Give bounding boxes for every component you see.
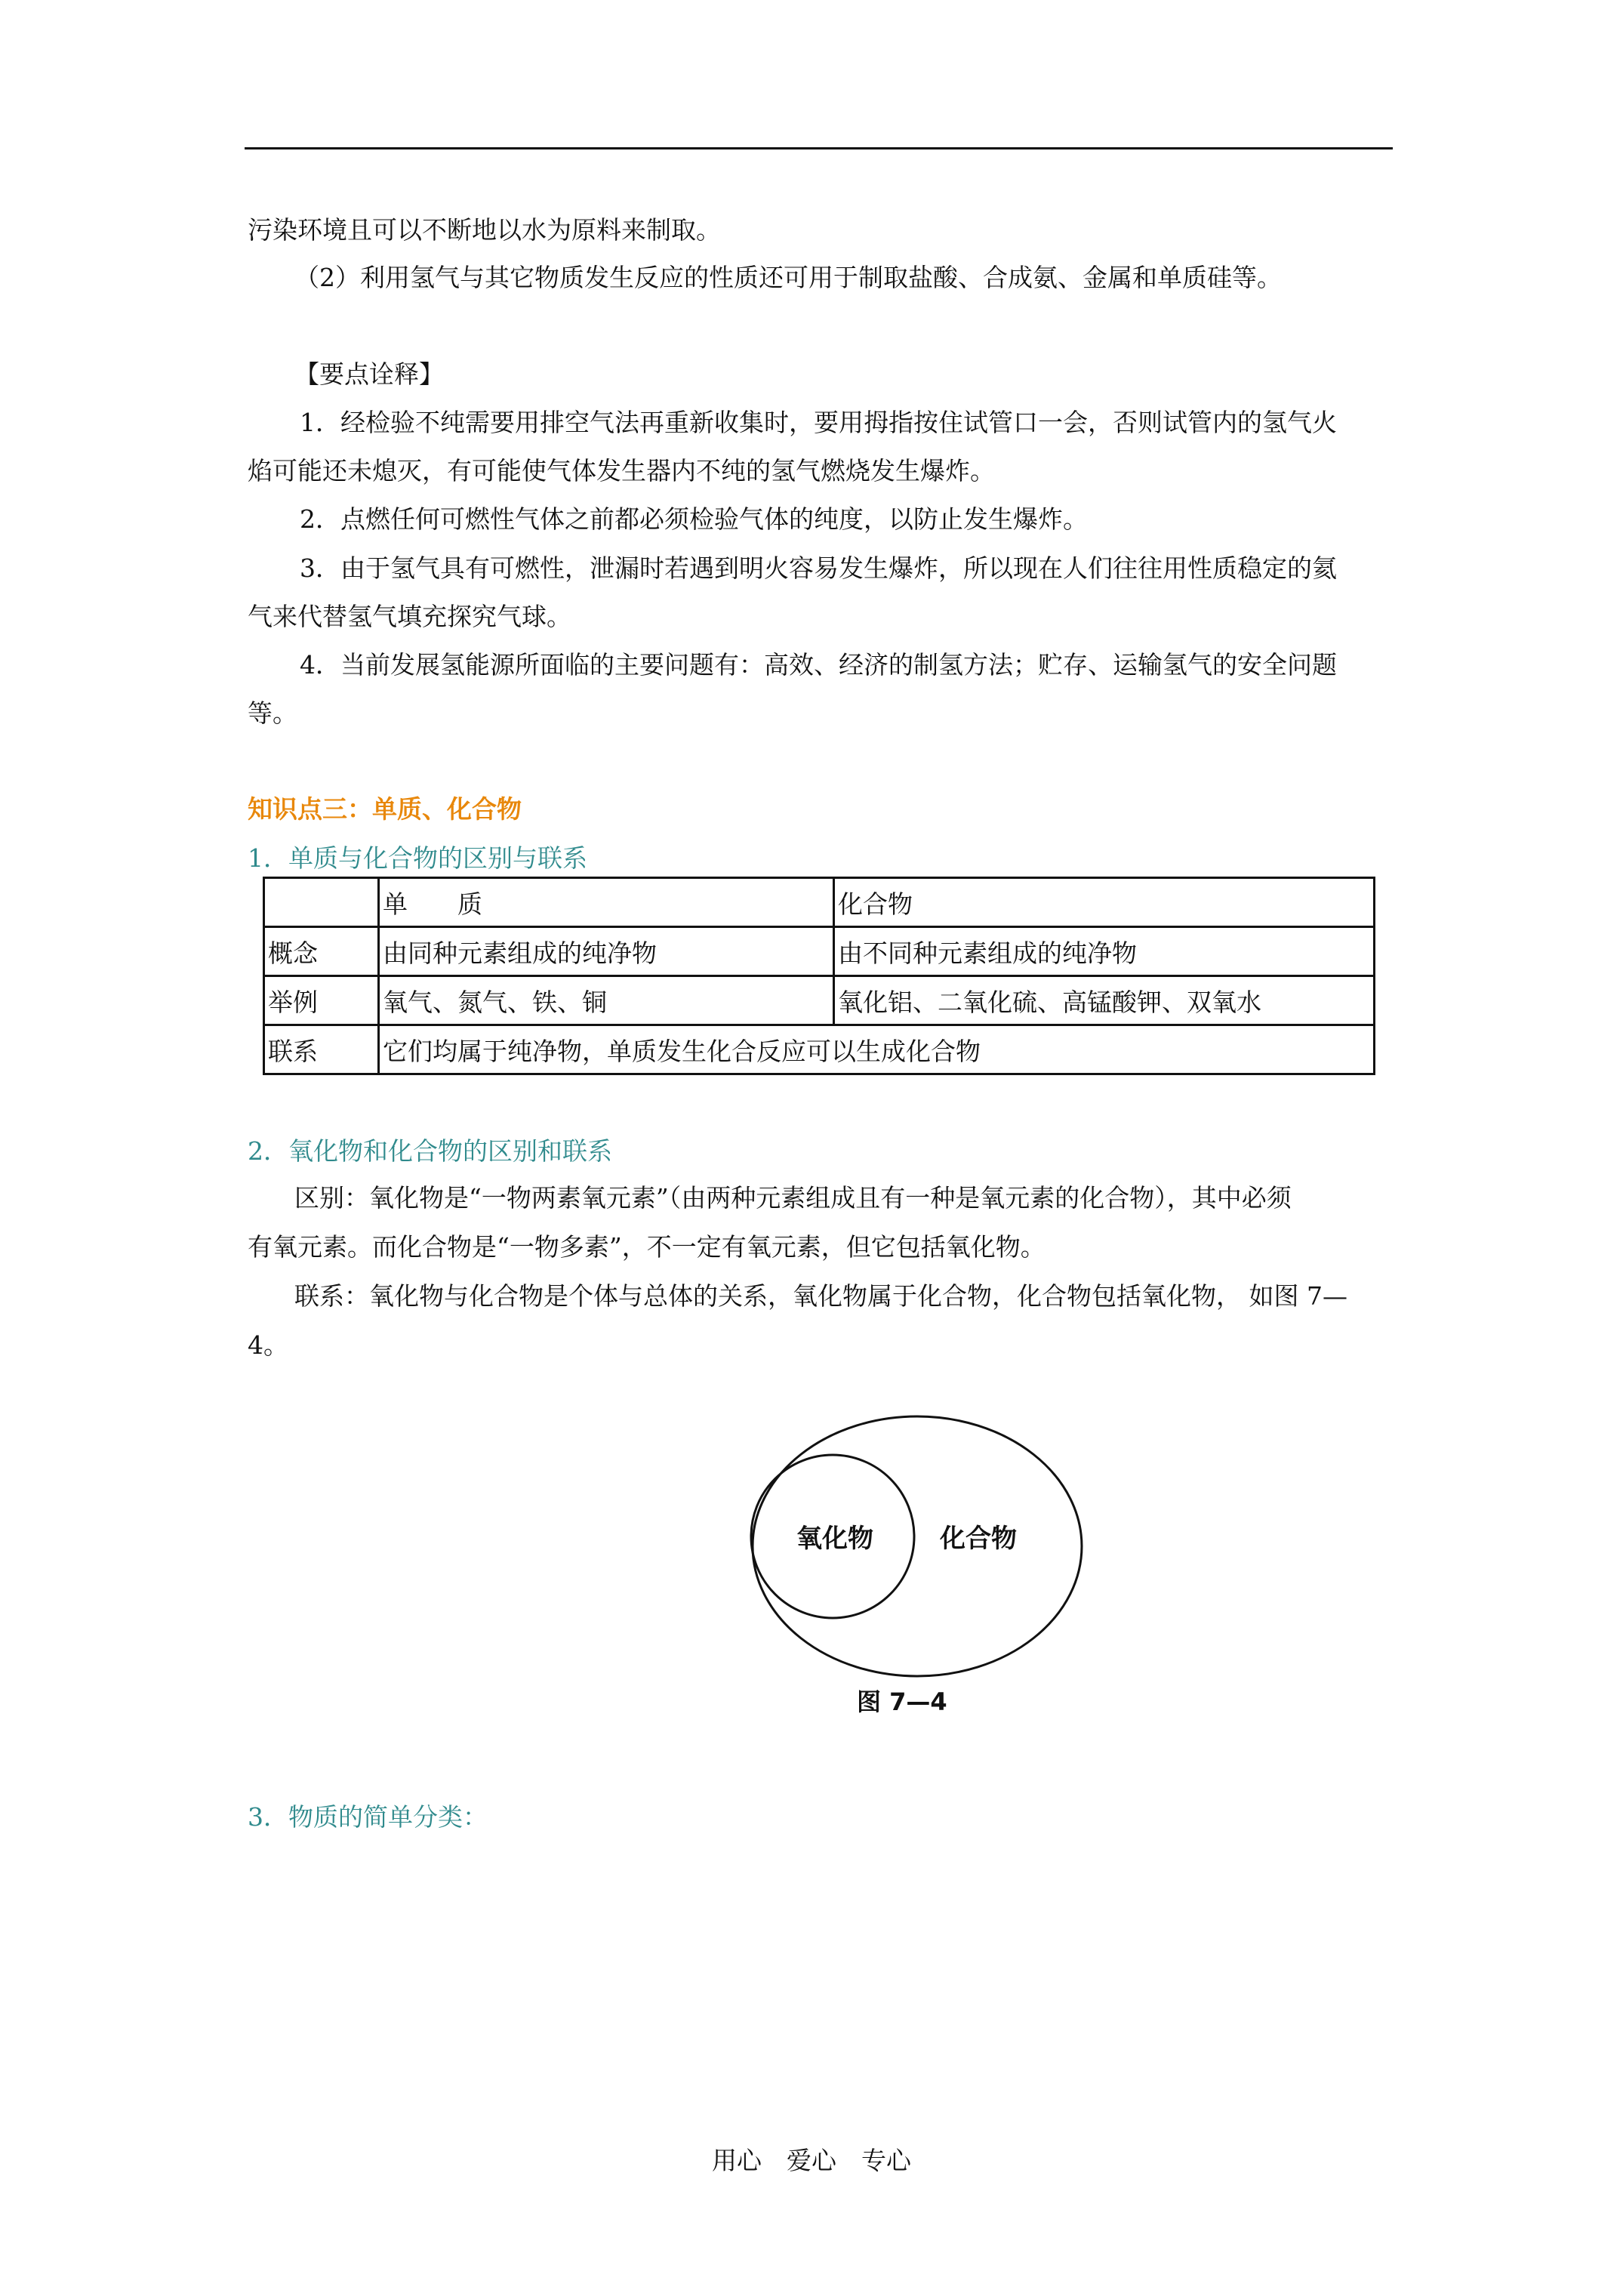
table-cell	[264, 878, 379, 927]
key-point-2: 2．点燃任何可燃性气体之前都必须检验气体的纯度，以防止发生爆炸。	[300, 504, 1088, 534]
difference-line-1: 区别：氧化物是“一物两素氧元素”（由两种元素组成且有一种是氧元素的化合物），其中必须	[294, 1183, 1292, 1213]
oxide-label: 氧化物	[796, 1524, 873, 1554]
relation-line-2: 4。	[248, 1330, 288, 1360]
table-row	[264, 1025, 1375, 1074]
table-cell: 化合物	[834, 878, 1375, 927]
intro-line-2: （2）利用氢气与其它物质发生反应的性质还可用于制取盐酸、合成氨、金属和单质硅等。	[294, 263, 1282, 292]
intro-line-1: 污染环境且可以不断地以水为原料来制取。	[248, 215, 721, 245]
table-cell: 氧化铝、二氧化硫、高锰酸钾、双氧水	[834, 976, 1375, 1025]
key-point-3-line-2: 气来代替氢气填充探究气球。	[248, 602, 571, 631]
key-point-3-line-1: 3．由于氢气具有可燃性，泄漏时若遇到明火容易发生爆炸，所以现在人们往往用性质稳定的氦	[300, 553, 1337, 583]
venn-diagram	[710, 1401, 1087, 1718]
table-row	[264, 976, 1375, 1025]
page-footer: 用心 爱心 专心	[712, 2146, 911, 2175]
section-heading: 知识点三：单质、化合物	[248, 794, 522, 824]
table-cell: 概念	[264, 927, 379, 976]
figure-caption: 图 7—4	[857, 1687, 947, 1716]
subsection-heading-3: 3．物质的简单分类：	[248, 1802, 488, 1832]
table-cell: 氧气、氮气、铁、铜	[379, 976, 834, 1025]
key-points-title: 【要点诠释】	[294, 359, 444, 389]
subsection-heading-1: 1．单质与化合物的区别与联系	[248, 843, 587, 873]
table-cell: 举例	[264, 976, 379, 1025]
key-point-4-line-2: 等。	[248, 698, 297, 728]
table-cell: 单 质	[379, 878, 834, 927]
difference-line-2: 有氧元素。而化合物是“一物多素”，不一定有氧元素，但它包括氧化物。	[248, 1232, 1046, 1262]
relation-line-1: 联系：氧化物与化合物是个体与总体的关系，氧化物属于化合物，化合物包括氧化物， 如图 7—	[294, 1281, 1347, 1311]
header-rule	[245, 147, 1393, 149]
key-point-1-line-1: 1．经检验不纯需要用排空气法再重新收集时，要用拇指按住试管口一会，否则试管内的氢气火	[300, 408, 1337, 437]
table-cell: 它们均属于纯净物，单质发生化合反应可以生成化合物	[379, 1025, 1375, 1074]
table-cell: 由不同种元素组成的纯净物	[834, 927, 1375, 976]
comparison-table	[263, 877, 1375, 1075]
table-cell: 由同种元素组成的纯净物	[379, 927, 834, 976]
compound-label: 化合物	[940, 1524, 1017, 1554]
subsection-heading-2: 2．氧化物和化合物的区别和联系	[248, 1136, 612, 1166]
key-point-1-line-2: 焰可能还未熄灭，有可能使气体发生器内不纯的氢气燃烧发生爆炸。	[248, 456, 995, 485]
key-point-4-line-1: 4．当前发展氢能源所面临的主要问题有：高效、经济的制氢方法；贮存、运输氢气的安全问题	[300, 650, 1337, 680]
table-header-row	[264, 878, 1375, 927]
table-cell: 联系	[264, 1025, 379, 1074]
table-row	[264, 927, 1375, 976]
